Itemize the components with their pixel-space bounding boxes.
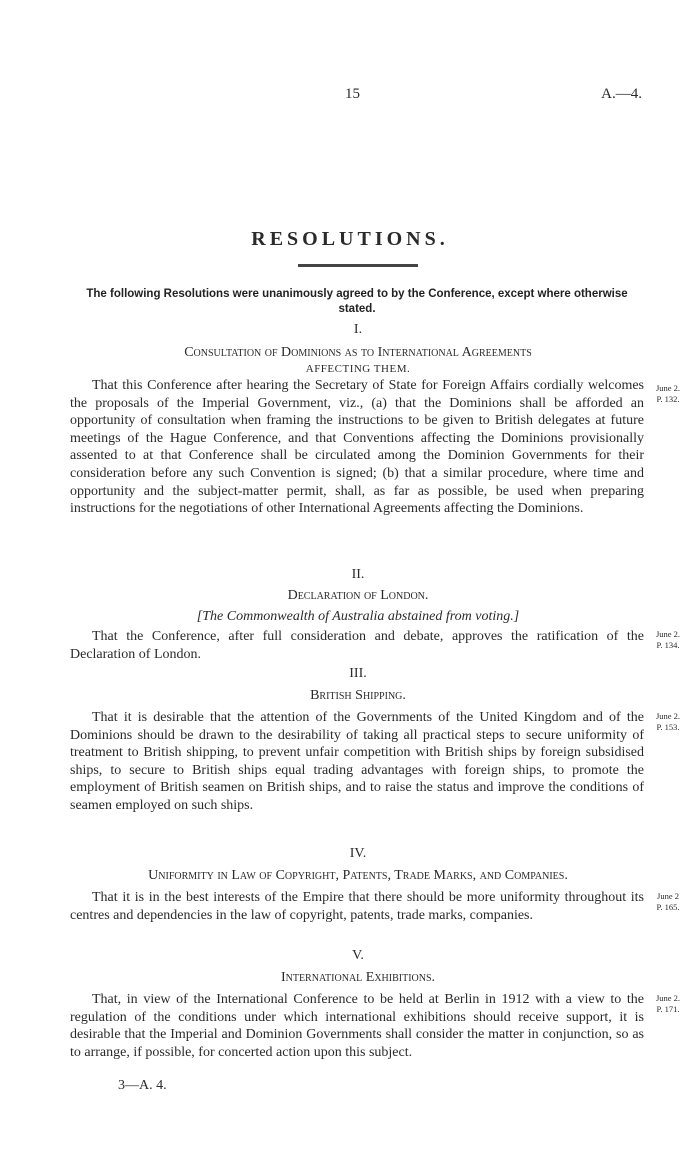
- margin-note: [648, 891, 688, 913]
- margin-date: June 2.: [655, 629, 681, 639]
- signature-mark: 3—A. 4.: [118, 1078, 167, 1093]
- resolution-text: That the Conference, after full consideration and debate, approves the ratification of the Declaration of London.: [70, 629, 644, 662]
- section-numeral: V.: [352, 948, 364, 963]
- section-numeral: II.: [351, 567, 365, 582]
- resolution-text: That it is in the best interests of the Empire that there should be more uniformity throughout its centres and dependencies in the law of copyright, patents, trade marks, companies.: [70, 890, 644, 923]
- margin-note: [648, 629, 688, 651]
- section-numeral: IV.: [349, 846, 367, 861]
- margin-date: June 2.: [655, 711, 681, 721]
- margin-page: P. 134.: [656, 640, 680, 650]
- section-subheading: AFFECTING THEM.: [305, 363, 411, 375]
- margin-page: P. 132.: [656, 394, 680, 404]
- intro-statement: The following Resolutions were unanimously agreed to by the Conference, except where otherwise stated.: [86, 288, 628, 315]
- section-note: [The Commonwealth of Australia abstained from voting.]: [196, 609, 520, 624]
- margin-page: P. 171.: [656, 1004, 680, 1014]
- resolution-text: That this Conference after hearing the Secretary of State for Foreign Affairs cordially welcomes the proposals of the Imperial Government, viz., (a) that the Dominions shall be afforded an opportunity of consultation when framing the instructions to be given to British delegates at future meetings of the Hague Conference, and that Conventions affecting the Dominions provisionally assented to at that Conference shall be circulated among the Dominion Governments for their consideration before any such Convention is signed; (b) that a similar procedure, where time and opportunity and the subject-matter permit, shall, as far as possible, be used when preparing instructions for the negotiations of other International Agreements affecting the Dominions.: [70, 378, 644, 517]
- margin-date: June 2.: [655, 993, 681, 1003]
- section-heading: Consultation of Dominions as to International Agreements: [184, 345, 532, 360]
- title-rule: [298, 264, 418, 267]
- margin-note: [648, 383, 688, 405]
- section-numeral: III.: [349, 666, 367, 681]
- resolution-text: That it is desirable that the attention of the Governments of the United Kingdom and of the Dominions should be drawn to the desirability of taking all practical steps to secure uniformity of treatment to British shipping, to prevent unfair competition with British ships by foreign subsidised ships, to secure to British ships equal trading advantages with foreign ships, to promote the employment of British seamen on British ships, and to raise the status and improve the conditions of seamen employed on such ships.: [70, 710, 644, 813]
- resolution-text: That, in view of the International Conference to be held at Berlin in 1912 with a view to the regulation of the conditions under which international exhibitions should receive support, it is desirable that the Imperial and Dominion Governments shall consider the matter in conjunction, so as to arrange, if possible, for concerted action upon this subject.: [70, 992, 644, 1060]
- section-heading: Uniformity in Law of Copyright, Patents, Trade Marks, and Companies.: [148, 868, 568, 883]
- page-header: [0, 86, 700, 106]
- margin-note: [648, 711, 688, 733]
- margin-page: P. 153.: [656, 722, 680, 732]
- document-reference: A.—4.: [601, 86, 642, 102]
- section-numeral: I.: [353, 322, 363, 337]
- margin-page: P. 165.: [656, 902, 680, 912]
- margin-date: June 2: [657, 891, 679, 901]
- page-number: 15: [345, 86, 360, 102]
- section-heading: British Shipping.: [310, 688, 406, 703]
- page-title: RESOLUTIONS.: [251, 228, 449, 250]
- section-heading: Declaration of London.: [287, 588, 429, 603]
- section-heading: International Exhibitions.: [280, 970, 436, 985]
- margin-date: June 2.: [655, 383, 681, 393]
- margin-note: [648, 993, 688, 1015]
